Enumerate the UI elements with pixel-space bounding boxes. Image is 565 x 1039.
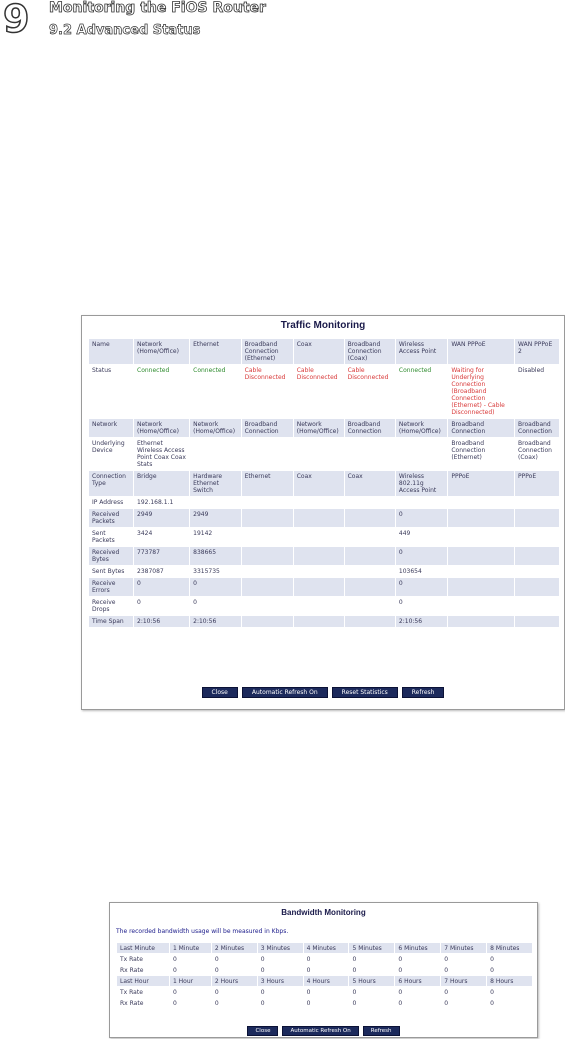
- table-row: [89, 528, 559, 546]
- table-cell: [242, 528, 293, 546]
- row-label: Rx Rate: [117, 965, 169, 975]
- table-cell: Wireless Access Point: [396, 339, 447, 364]
- row-label: Network: [89, 419, 133, 437]
- table-cell: [294, 528, 344, 546]
- table-cell: [345, 528, 395, 546]
- table-cell: Coax: [294, 471, 344, 496]
- table-row: [117, 954, 532, 964]
- table-cell: PPPoE: [448, 471, 514, 496]
- table-cell: Network (Home/Office): [396, 419, 447, 437]
- table-cell: 773787: [134, 547, 189, 565]
- table-row: [117, 998, 532, 1008]
- table-cell: PPPoE: [515, 471, 559, 496]
- row-label: Underlying Device: [89, 438, 133, 470]
- bandwidth-note: The recorded bandwidth usage will be measured in Kbps.: [116, 928, 289, 935]
- table-row: [117, 943, 532, 953]
- table-cell: 19142: [190, 528, 241, 546]
- table-row: [117, 965, 532, 975]
- table-cell: [396, 497, 447, 508]
- table-cell: 4 Hours: [304, 976, 349, 986]
- row-label: Time Span: [89, 616, 133, 627]
- table-cell: [515, 547, 559, 565]
- row-label: IP Address: [89, 497, 133, 508]
- row-label: Name: [89, 339, 133, 364]
- chapter-title: Monitoring the FiOS Router: [49, 0, 266, 16]
- table-cell: 0: [395, 998, 440, 1008]
- table-cell: Broadband Connection (Ethernet): [242, 339, 293, 364]
- table-cell: Disabled: [515, 365, 559, 418]
- table-row: [89, 497, 559, 508]
- table-cell: Bridge: [134, 471, 189, 496]
- table-cell: 449: [396, 528, 447, 546]
- table-cell: [448, 597, 514, 615]
- table-cell: Broadband Connection: [345, 419, 395, 437]
- traffic-button-bar: [82, 687, 564, 698]
- table-cell: 0: [349, 998, 394, 1008]
- table-cell: 0: [134, 578, 189, 596]
- table-row: [89, 471, 559, 496]
- traffic-table: [88, 338, 560, 628]
- table-cell: Connected: [396, 365, 447, 418]
- table-row: [89, 419, 559, 437]
- table-cell: [242, 497, 293, 508]
- table-cell: [242, 616, 293, 627]
- table-cell: 1 Minute: [170, 943, 211, 953]
- table-cell: 0: [258, 987, 303, 997]
- table-cell: [242, 438, 293, 470]
- table-cell: [396, 438, 447, 470]
- row-label: Sent Packets: [89, 528, 133, 546]
- table-cell: [242, 578, 293, 596]
- table-cell: 0: [349, 987, 394, 997]
- table-cell: [242, 547, 293, 565]
- table-cell: 0: [441, 998, 486, 1008]
- table-cell: 0: [304, 987, 349, 997]
- table-cell: 0: [395, 987, 440, 997]
- table-cell: [515, 528, 559, 546]
- table-cell: 0: [396, 509, 447, 527]
- table-cell: 1 Hour: [170, 976, 211, 986]
- table-cell: [448, 566, 514, 577]
- table-cell: Ethernet: [242, 471, 293, 496]
- table-cell: 5 Minutes: [349, 943, 394, 953]
- section-title: 9.2 Advanced Status: [49, 23, 201, 38]
- table-row: [89, 365, 559, 418]
- table-cell: [345, 497, 395, 508]
- table-cell: WAN PPPoE: [448, 339, 514, 364]
- row-label: Last Hour: [117, 976, 169, 986]
- table-cell: Broadband Connection: [242, 419, 293, 437]
- row-label: Tx Rate: [117, 954, 169, 964]
- table-cell: Network (Home/Office): [294, 419, 344, 437]
- table-cell: [448, 578, 514, 596]
- table-cell: Broadband Connection (Coax): [345, 339, 395, 364]
- table-cell: 8 Minutes: [487, 943, 532, 953]
- table-cell: Network (Home/Office): [134, 419, 189, 437]
- table-cell: Wireless 802.11g Access Point: [396, 471, 447, 496]
- table-cell: 0: [190, 597, 241, 615]
- table-cell: 5 Hours: [349, 976, 394, 986]
- table-row: [89, 566, 559, 577]
- bandwidth-monitoring-panel: [109, 902, 538, 1038]
- table-cell: [515, 566, 559, 577]
- table-cell: [345, 438, 395, 470]
- close-button[interactable]: Close: [202, 687, 238, 698]
- table-cell: [190, 438, 241, 470]
- table-cell: [190, 497, 241, 508]
- table-cell: 3315735: [190, 566, 241, 577]
- table-cell: [294, 438, 344, 470]
- automatic-refresh-on-button[interactable]: Automatic Refresh On: [242, 687, 328, 698]
- table-cell: [242, 509, 293, 527]
- table-row: [89, 509, 559, 527]
- table-cell: 838665: [190, 547, 241, 565]
- table-cell: [294, 597, 344, 615]
- table-cell: Connected: [134, 365, 189, 418]
- table-cell: 0: [170, 998, 211, 1008]
- table-cell: 2949: [190, 509, 241, 527]
- table-row: [117, 987, 532, 997]
- table-cell: 192.168.1.1: [134, 497, 189, 508]
- refresh-button[interactable]: Refresh: [402, 687, 445, 698]
- table-cell: 0: [304, 954, 349, 964]
- table-cell: 0: [441, 954, 486, 964]
- table-cell: 0: [212, 954, 257, 964]
- table-cell: Broadband Connection: [448, 419, 514, 437]
- table-cell: [294, 616, 344, 627]
- close-button[interactable]: Close: [247, 1026, 278, 1036]
- traffic-monitoring-panel: [81, 315, 565, 710]
- table-cell: 3 Minutes: [258, 943, 303, 953]
- table-cell: Ethernet: [190, 339, 241, 364]
- table-row: [89, 616, 559, 627]
- table-cell: Coax: [345, 471, 395, 496]
- table-cell: Connected: [190, 365, 241, 418]
- table-cell: [345, 566, 395, 577]
- table-cell: 0: [258, 954, 303, 964]
- chapter-number: 9: [3, 0, 29, 41]
- row-label: Received Packets: [89, 509, 133, 527]
- row-label: Received Bytes: [89, 547, 133, 565]
- table-cell: 0: [190, 578, 241, 596]
- table-cell: Coax: [294, 339, 344, 364]
- table-cell: [515, 497, 559, 508]
- table-cell: 0: [304, 965, 349, 975]
- table-cell: 0: [349, 965, 394, 975]
- table-cell: Network (Home/Office): [134, 339, 189, 364]
- table-cell: 103654: [396, 566, 447, 577]
- table-cell: [345, 509, 395, 527]
- table-cell: [448, 528, 514, 546]
- table-cell: 0: [441, 965, 486, 975]
- table-cell: 7 Minutes: [441, 943, 486, 953]
- table-cell: 0: [396, 578, 447, 596]
- table-cell: 2:10:56: [396, 616, 447, 627]
- reset-statistics-button[interactable]: Reset Statistics: [332, 687, 398, 698]
- table-cell: 0: [258, 965, 303, 975]
- table-cell: Hardware Ethernet Switch: [190, 471, 241, 496]
- table-cell: 0: [487, 987, 532, 997]
- table-cell: [345, 597, 395, 615]
- table-row: [117, 976, 532, 986]
- table-cell: 0: [349, 954, 394, 964]
- table-cell: [294, 547, 344, 565]
- table-cell: [294, 578, 344, 596]
- table-cell: 0: [441, 987, 486, 997]
- table-cell: 2:10:56: [190, 616, 241, 627]
- table-cell: [515, 616, 559, 627]
- table-cell: Cable Disconnected: [242, 365, 293, 418]
- table-cell: [345, 578, 395, 596]
- row-label: Receive Errors: [89, 578, 133, 596]
- table-cell: Network (Home/Office): [190, 419, 241, 437]
- table-cell: 2 Hours: [212, 976, 257, 986]
- table-cell: 2:10:56: [134, 616, 189, 627]
- table-cell: 0: [170, 954, 211, 964]
- table-cell: 0: [395, 965, 440, 975]
- table-cell: 0: [487, 954, 532, 964]
- table-cell: Cable Disconnected: [345, 365, 395, 418]
- table-cell: 0: [487, 965, 532, 975]
- row-label: Tx Rate: [117, 987, 169, 997]
- automatic-refresh-on-button[interactable]: Automatic Refresh On: [282, 1026, 358, 1036]
- table-cell: 2 Minutes: [212, 943, 257, 953]
- row-label: Sent Bytes: [89, 566, 133, 577]
- table-cell: [515, 578, 559, 596]
- table-cell: [345, 547, 395, 565]
- table-cell: WAN PPPoE 2: [515, 339, 559, 364]
- table-cell: 0: [212, 965, 257, 975]
- row-label: Receive Drops: [89, 597, 133, 615]
- traffic-monitoring-title: Traffic Monitoring: [280, 320, 366, 331]
- table-cell: 6 Minutes: [395, 943, 440, 953]
- table-cell: [448, 497, 514, 508]
- table-cell: 0: [258, 998, 303, 1008]
- table-cell: [515, 509, 559, 527]
- table-cell: 6 Hours: [395, 976, 440, 986]
- table-cell: 0: [396, 547, 447, 565]
- table-cell: 3 Hours: [258, 976, 303, 986]
- table-cell: 0: [395, 954, 440, 964]
- table-cell: 4 Minutes: [304, 943, 349, 953]
- table-cell: Broadband Connection (Ethernet): [448, 438, 514, 470]
- table-row: [89, 438, 559, 470]
- table-cell: 2387087: [134, 566, 189, 577]
- table-cell: 0: [212, 998, 257, 1008]
- table-cell: [448, 509, 514, 527]
- table-cell: [242, 566, 293, 577]
- table-cell: [448, 616, 514, 627]
- table-cell: [242, 597, 293, 615]
- table-cell: [515, 597, 559, 615]
- table-cell: [448, 547, 514, 565]
- table-row: [89, 597, 559, 615]
- table-cell: 0: [396, 597, 447, 615]
- table-cell: Broadband Connection: [515, 419, 559, 437]
- table-cell: 7 Hours: [441, 976, 486, 986]
- table-cell: 0: [304, 998, 349, 1008]
- table-cell: 0: [170, 987, 211, 997]
- table-cell: [294, 509, 344, 527]
- table-cell: Ethernet Wireless Access Point Coax Coax Stats: [134, 438, 189, 470]
- bandwidth-button-bar: [110, 1026, 537, 1036]
- refresh-button[interactable]: Refresh: [363, 1026, 400, 1036]
- table-cell: Cable Disconnected: [294, 365, 344, 418]
- row-label: Connection Type: [89, 471, 133, 496]
- table-cell: 0: [170, 965, 211, 975]
- table-cell: [294, 566, 344, 577]
- table-row: [89, 339, 559, 364]
- table-cell: Waiting for Underlying Connection (Broadband Connection (Ethernet) - Cable Disconnected): [448, 365, 514, 418]
- table-cell: 3424: [134, 528, 189, 546]
- table-row: [89, 547, 559, 565]
- table-cell: 8 Hours: [487, 976, 532, 986]
- row-label: Last Minute: [117, 943, 169, 953]
- row-label: Rx Rate: [117, 998, 169, 1008]
- table-cell: Broadband Connection (Coax): [515, 438, 559, 470]
- table-cell: [345, 616, 395, 627]
- table-row: [89, 578, 559, 596]
- table-cell: [294, 497, 344, 508]
- table-cell: 0: [487, 998, 532, 1008]
- row-label: Status: [89, 365, 133, 418]
- bandwidth-monitoring-title: Bandwidth Monitoring: [281, 908, 366, 917]
- table-cell: 0: [212, 987, 257, 997]
- table-cell: 2949: [134, 509, 189, 527]
- table-cell: 0: [134, 597, 189, 615]
- bandwidth-table: [116, 942, 533, 1009]
